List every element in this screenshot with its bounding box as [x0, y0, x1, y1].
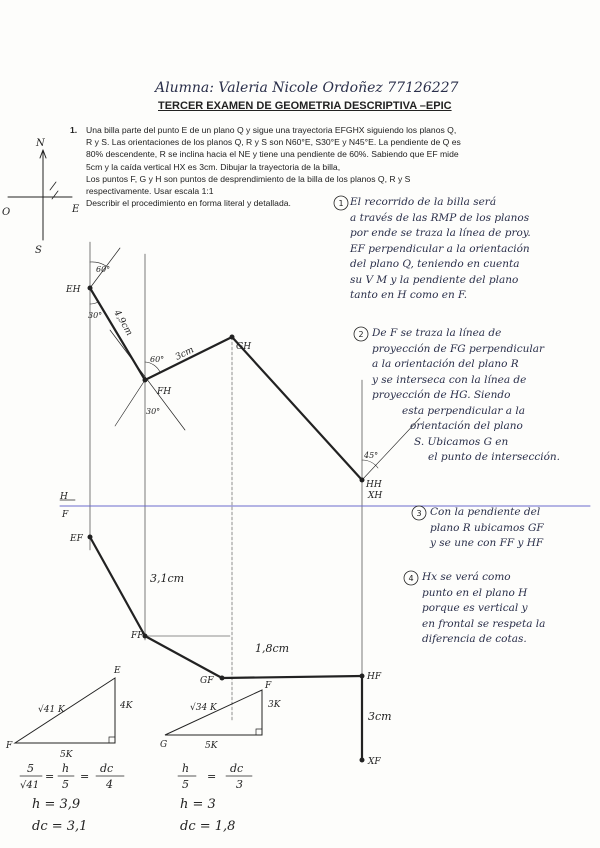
- angle-label: 30°: [88, 311, 103, 320]
- right-angle-icon: [256, 729, 262, 735]
- tri2-leg-v: 3K: [268, 700, 281, 710]
- path-gh-h: [232, 337, 362, 480]
- calc2-rhs-den: 3: [236, 778, 243, 791]
- angle-label: 60°: [150, 355, 165, 364]
- calc2-mid-den: 5: [182, 778, 189, 791]
- fold-label-h: H: [60, 492, 68, 502]
- calc1-lhs-num: 5: [27, 762, 34, 775]
- tri1-left: F: [6, 741, 13, 751]
- step-line: a la orientación del plano R: [372, 358, 519, 370]
- calc1-rhs-den: 4: [106, 778, 113, 791]
- fold-label-f: F: [62, 510, 69, 520]
- tick-marks-icon: [50, 182, 58, 199]
- problem-number: 1.: [70, 125, 78, 135]
- calc1-eq2: =: [80, 770, 90, 783]
- tri2-hyp: √34 K: [190, 703, 217, 713]
- point-hh: [360, 478, 365, 483]
- point-xf: [360, 758, 365, 763]
- step-line: su V M y la pendiente del plano: [350, 273, 519, 286]
- right-angle-icon: [109, 737, 115, 743]
- step-line: proyección de FG perpendicular: [372, 342, 545, 355]
- step-line: esta perpendicular a la: [402, 404, 525, 417]
- student-name: Alumna: Valeria Nicole Ordoñez 77126227: [155, 80, 459, 96]
- slope-triangle-1: [15, 678, 115, 743]
- step-line: El recorrido de la billa será: [350, 196, 497, 208]
- point-gh: [230, 335, 235, 340]
- step-line: S. Ubicamos G en: [414, 435, 509, 448]
- problem-line: Describir el procedimiento en forma literal y detallada.: [86, 198, 291, 209]
- step-line: a través de las RMP de los planos: [350, 211, 530, 224]
- step-line: porque es vertical y: [422, 602, 528, 614]
- compass-e: E: [72, 204, 80, 215]
- label-xf: XF: [368, 757, 381, 767]
- calc1-eq: =: [45, 770, 55, 783]
- tri1-leg-h: 5K: [60, 750, 73, 760]
- problem-line: 5cm y la caída vertical HX es 3cm. Dibujar la trayectoria de la billa,: [86, 161, 341, 172]
- step-number: 1: [338, 199, 344, 208]
- calc2-mid-num: h: [182, 762, 190, 775]
- step-line: tanto en H como en F.: [350, 289, 468, 301]
- label-ff: FF: [131, 631, 144, 641]
- calc1-mid-den: 5: [62, 778, 69, 791]
- length-ef: 4,9cm: [111, 308, 135, 338]
- path-gh-f: [222, 676, 362, 678]
- step-3: [430, 505, 590, 552]
- label-fh: FH: [157, 387, 172, 397]
- step-line: del plano Q, teniendo en cuenta: [350, 258, 520, 270]
- step-line: en frontal se respeta la: [422, 617, 546, 630]
- tri2-top: F: [265, 681, 272, 691]
- problem-line: Una billa parte del punto E de un plano Q y sigue una trayectoria EFGHX siguiendo los planos Q,: [86, 125, 457, 135]
- step-number: 3: [416, 509, 422, 518]
- label-ef: EF: [70, 534, 83, 544]
- tri2-leg-h: 5K: [205, 741, 218, 751]
- calc1-mid-num: h: [62, 762, 70, 775]
- point-hf: [360, 674, 365, 679]
- calc1-rhs-num: dc: [100, 762, 114, 775]
- path-fg-f: [145, 636, 222, 678]
- step-line: y se interseca con la línea de: [372, 373, 527, 386]
- angle-label: 30°: [146, 407, 161, 416]
- calc2-eq: =: [207, 770, 217, 783]
- length-3-1: 3,1cm: [150, 572, 185, 585]
- problem-line: 80% descendente, R se inclina hacia el NE y tiene una pendiente de 60%. Sabiendo que EF mide: [86, 149, 459, 160]
- length-1-8: 1,8cm: [255, 642, 290, 655]
- step-line: proyección de HG. Siendo: [372, 389, 511, 401]
- compass-o: O: [2, 207, 11, 218]
- perp-line: [115, 380, 145, 426]
- angle-label: 45°: [364, 451, 379, 460]
- step-1: [350, 195, 590, 304]
- calc1-result-h: h = 3,9: [32, 797, 81, 812]
- step-line: EF perpendicular a la orientación: [350, 242, 530, 255]
- label-hh: HH: [366, 480, 382, 490]
- calc1-lhs-den: √41: [20, 780, 40, 791]
- step-line: y se une con FF y HF: [430, 537, 544, 549]
- step-line: Hx se verá como: [422, 571, 511, 583]
- point-fh: [143, 378, 148, 383]
- problem-line: Los puntos F, G y H son puntos de desprendimiento de la billa de los planos Q, R y S: [86, 173, 411, 184]
- label-gf: GF: [200, 676, 214, 686]
- path-ef-f: [90, 537, 145, 636]
- problem-line: R y S. Las orientaciones de los planos Q, R y S son N60°E, S30°E y N45°E. La pendiente de Q es: [86, 137, 461, 148]
- tri1-leg-v: 4K: [120, 701, 133, 711]
- label-xh: XH: [368, 491, 383, 501]
- angle-arc: [90, 302, 98, 304]
- step-line: De F se traza la línea de: [372, 327, 502, 339]
- compass-n: N: [36, 138, 45, 149]
- length-3: 3cm: [368, 710, 392, 723]
- point-ef: [88, 535, 93, 540]
- step-line: Con la pendiente del: [430, 506, 541, 518]
- problem-line: respectivamente. Usar escala 1:1: [86, 186, 214, 197]
- calc2-result-h: h = 3: [180, 797, 216, 812]
- step-line: punto en el plano H: [422, 586, 528, 599]
- step-line: diferencia de cotas.: [422, 633, 527, 645]
- calc2-rhs-num: dc: [230, 762, 244, 775]
- calc2-result-dc: dc = 1,8: [180, 819, 236, 834]
- compass-s: S: [35, 245, 42, 256]
- step-line: por ende se traza la línea de proy.: [350, 227, 531, 239]
- point-gf: [220, 676, 225, 681]
- point-eh: [88, 286, 93, 291]
- angle-label: 60°: [96, 265, 111, 274]
- tri1-top: E: [114, 666, 121, 676]
- tri1-hyp: √41 K: [38, 705, 65, 715]
- step-line: el punto de intersección.: [428, 451, 561, 463]
- step-line: orientación del plano: [410, 420, 523, 432]
- step-2: [372, 326, 592, 466]
- calc1-result-dc: dc = 3,1: [32, 819, 88, 834]
- step-number: 4: [408, 574, 414, 583]
- label-hf: HF: [367, 672, 382, 682]
- label-eh: EH: [66, 285, 81, 295]
- step-4: [422, 570, 592, 648]
- step-line: plano R ubicamos GF: [430, 521, 544, 534]
- length-fg: 3cm: [173, 345, 196, 363]
- step-number: 2: [358, 330, 364, 339]
- exam-title: TERCER EXAMEN DE GEOMETRIA DESCRIPTIVA –EPIC: [158, 100, 452, 112]
- label-gh: GH: [236, 342, 252, 352]
- tri2-left: G: [160, 740, 168, 750]
